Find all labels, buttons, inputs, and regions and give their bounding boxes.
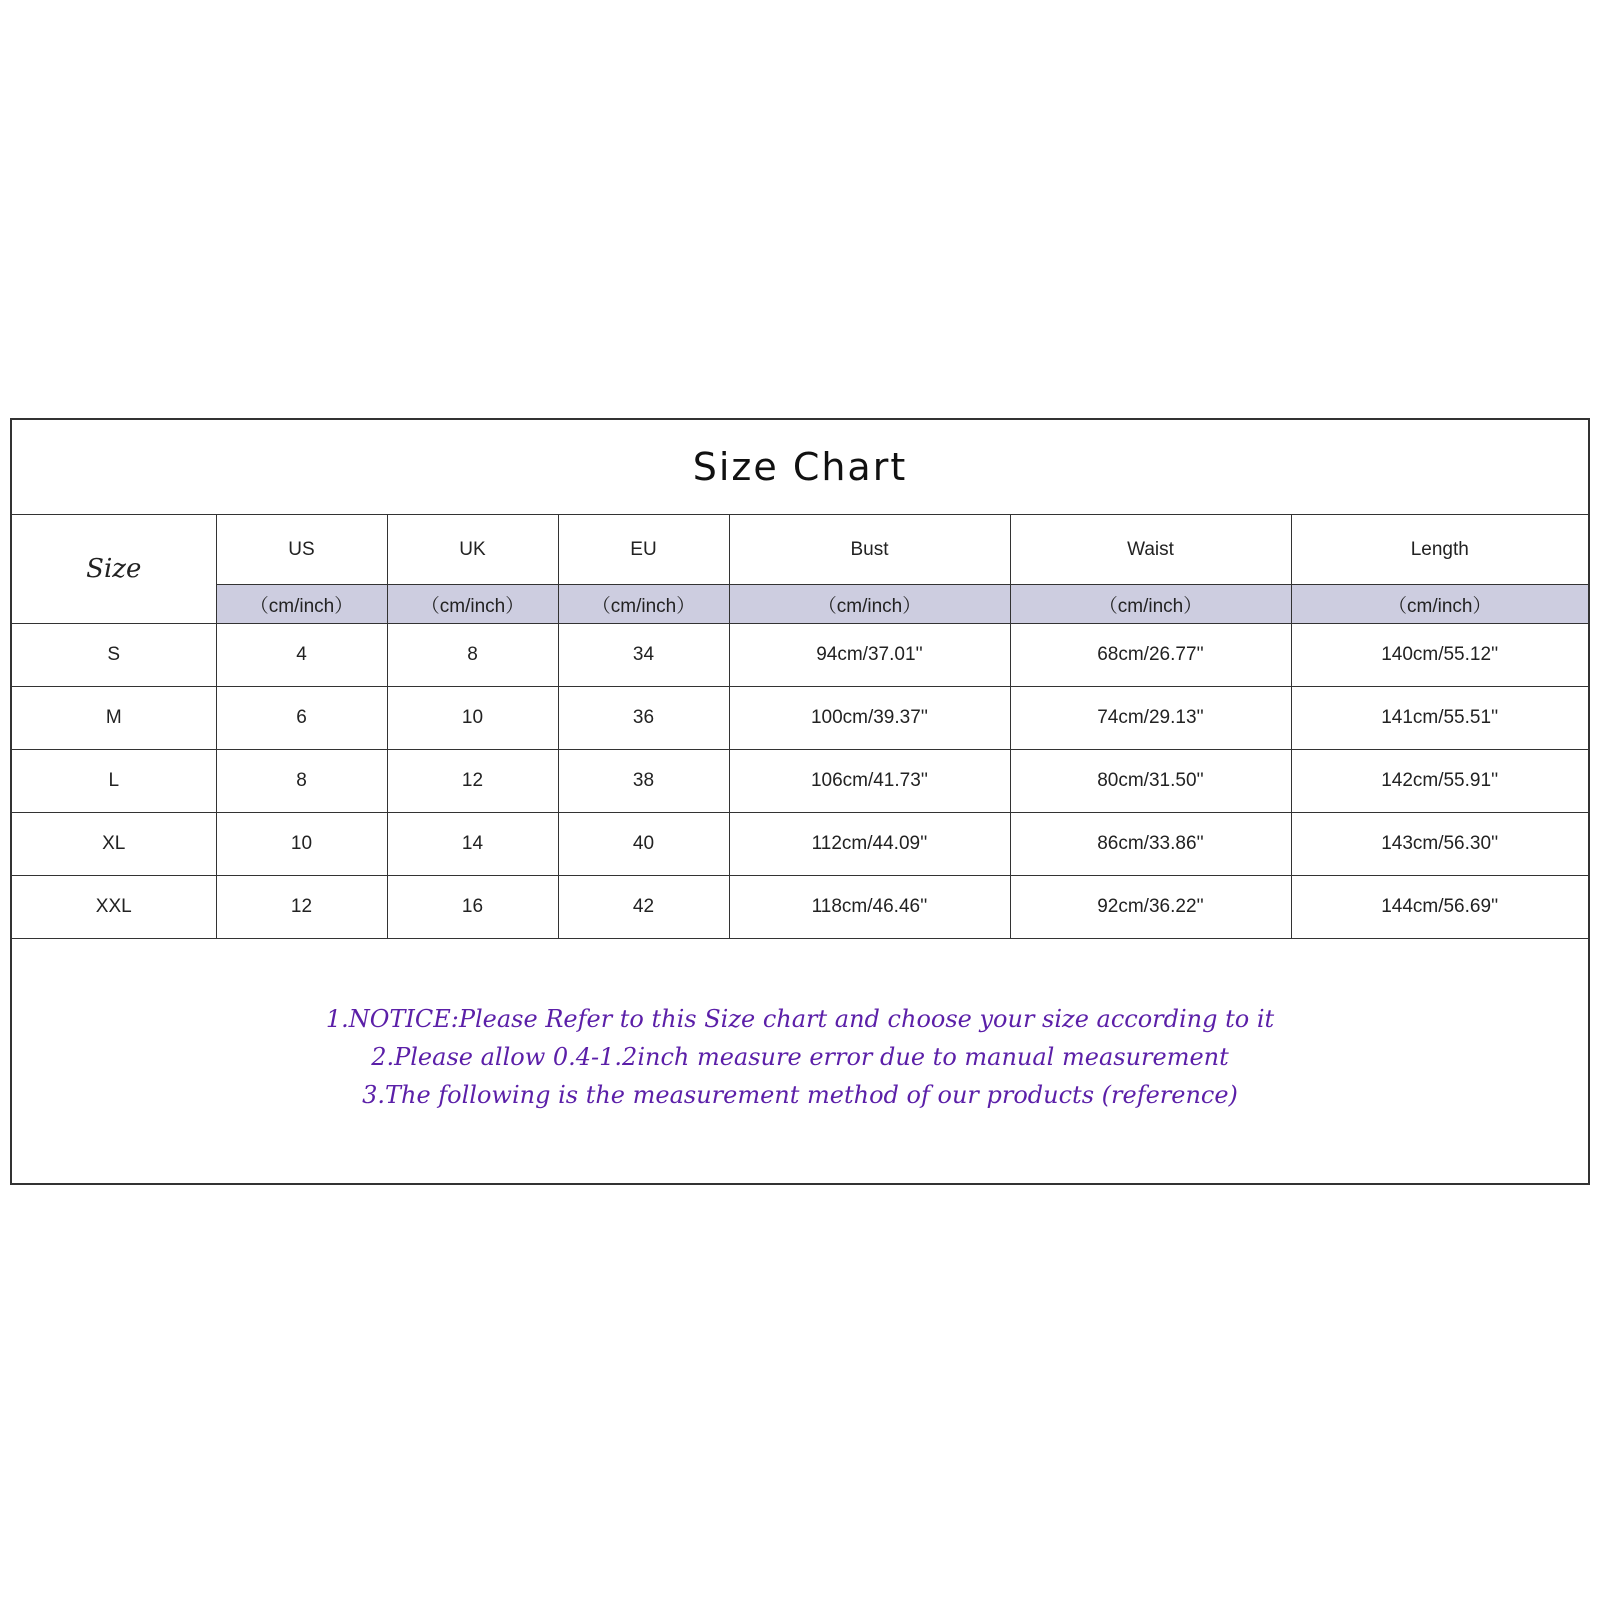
- length-cell: 141cm/55.51'': [1291, 687, 1588, 750]
- uk-cell: 8: [387, 624, 558, 687]
- us-cell: 10: [216, 813, 387, 876]
- uk-cell: 16: [387, 876, 558, 939]
- bust-cell: 94cm/37.01'': [729, 624, 1010, 687]
- eu-cell: 38: [558, 750, 729, 813]
- waist-cell: 74cm/29.13'': [1010, 687, 1291, 750]
- unit-label: （cm/inch）: [729, 585, 1010, 624]
- table-row: [12, 624, 1588, 687]
- size-column-header: Size: [12, 515, 216, 624]
- us-cell: 4: [216, 624, 387, 687]
- table-row: [12, 813, 1588, 876]
- eu-cell: 34: [558, 624, 729, 687]
- size-table: [12, 515, 1588, 939]
- length-cell: 144cm/56.69'': [1291, 876, 1588, 939]
- bust-cell: 112cm/44.09'': [729, 813, 1010, 876]
- column-header-bust: Bust: [729, 515, 1010, 585]
- unit-row: [12, 585, 1588, 624]
- uk-cell: 14: [387, 813, 558, 876]
- column-header-length: Length: [1291, 515, 1588, 585]
- eu-cell: 40: [558, 813, 729, 876]
- length-cell: 140cm/55.12'': [1291, 624, 1588, 687]
- waist-cell: 68cm/26.77'': [1010, 624, 1291, 687]
- unit-label: （cm/inch）: [387, 585, 558, 624]
- waist-cell: 80cm/31.50'': [1010, 750, 1291, 813]
- table-row: [12, 876, 1588, 939]
- uk-cell: 12: [387, 750, 558, 813]
- length-cell: 142cm/55.91'': [1291, 750, 1588, 813]
- eu-cell: 42: [558, 876, 729, 939]
- note-line: 1.NOTICE:Please Refer to this Size chart and choose your size according to it: [325, 1005, 1275, 1033]
- column-header-waist: Waist: [1010, 515, 1291, 585]
- size-cell: XL: [12, 813, 216, 876]
- bust-cell: 106cm/41.73'': [729, 750, 1010, 813]
- table-row: [12, 687, 1588, 750]
- column-header-eu: EU: [558, 515, 729, 585]
- size-chart-frame: [10, 418, 1590, 1185]
- eu-cell: 36: [558, 687, 729, 750]
- column-header-us: US: [216, 515, 387, 585]
- header-row: [12, 515, 1588, 585]
- us-cell: 6: [216, 687, 387, 750]
- note-line: 2.Please allow 0.4-1.2inch measure error due to manual measurement: [371, 1043, 1229, 1071]
- unit-label: （cm/inch）: [1010, 585, 1291, 624]
- waist-cell: 86cm/33.86'': [1010, 813, 1291, 876]
- chart-title: Size Chart: [12, 420, 1588, 515]
- note-line: 3.The following is the measurement method of our products (reference): [362, 1081, 1238, 1109]
- unit-label: （cm/inch）: [216, 585, 387, 624]
- table-row: [12, 750, 1588, 813]
- bust-cell: 118cm/46.46'': [729, 876, 1010, 939]
- notes-section: [12, 939, 1588, 1175]
- column-header-uk: UK: [387, 515, 558, 585]
- waist-cell: 92cm/36.22'': [1010, 876, 1291, 939]
- size-cell: XXL: [12, 876, 216, 939]
- unit-label: （cm/inch）: [558, 585, 729, 624]
- uk-cell: 10: [387, 687, 558, 750]
- unit-label: （cm/inch）: [1291, 585, 1588, 624]
- us-cell: 12: [216, 876, 387, 939]
- size-cell: M: [12, 687, 216, 750]
- bust-cell: 100cm/39.37'': [729, 687, 1010, 750]
- size-cell: S: [12, 624, 216, 687]
- size-cell: L: [12, 750, 216, 813]
- us-cell: 8: [216, 750, 387, 813]
- length-cell: 143cm/56.30'': [1291, 813, 1588, 876]
